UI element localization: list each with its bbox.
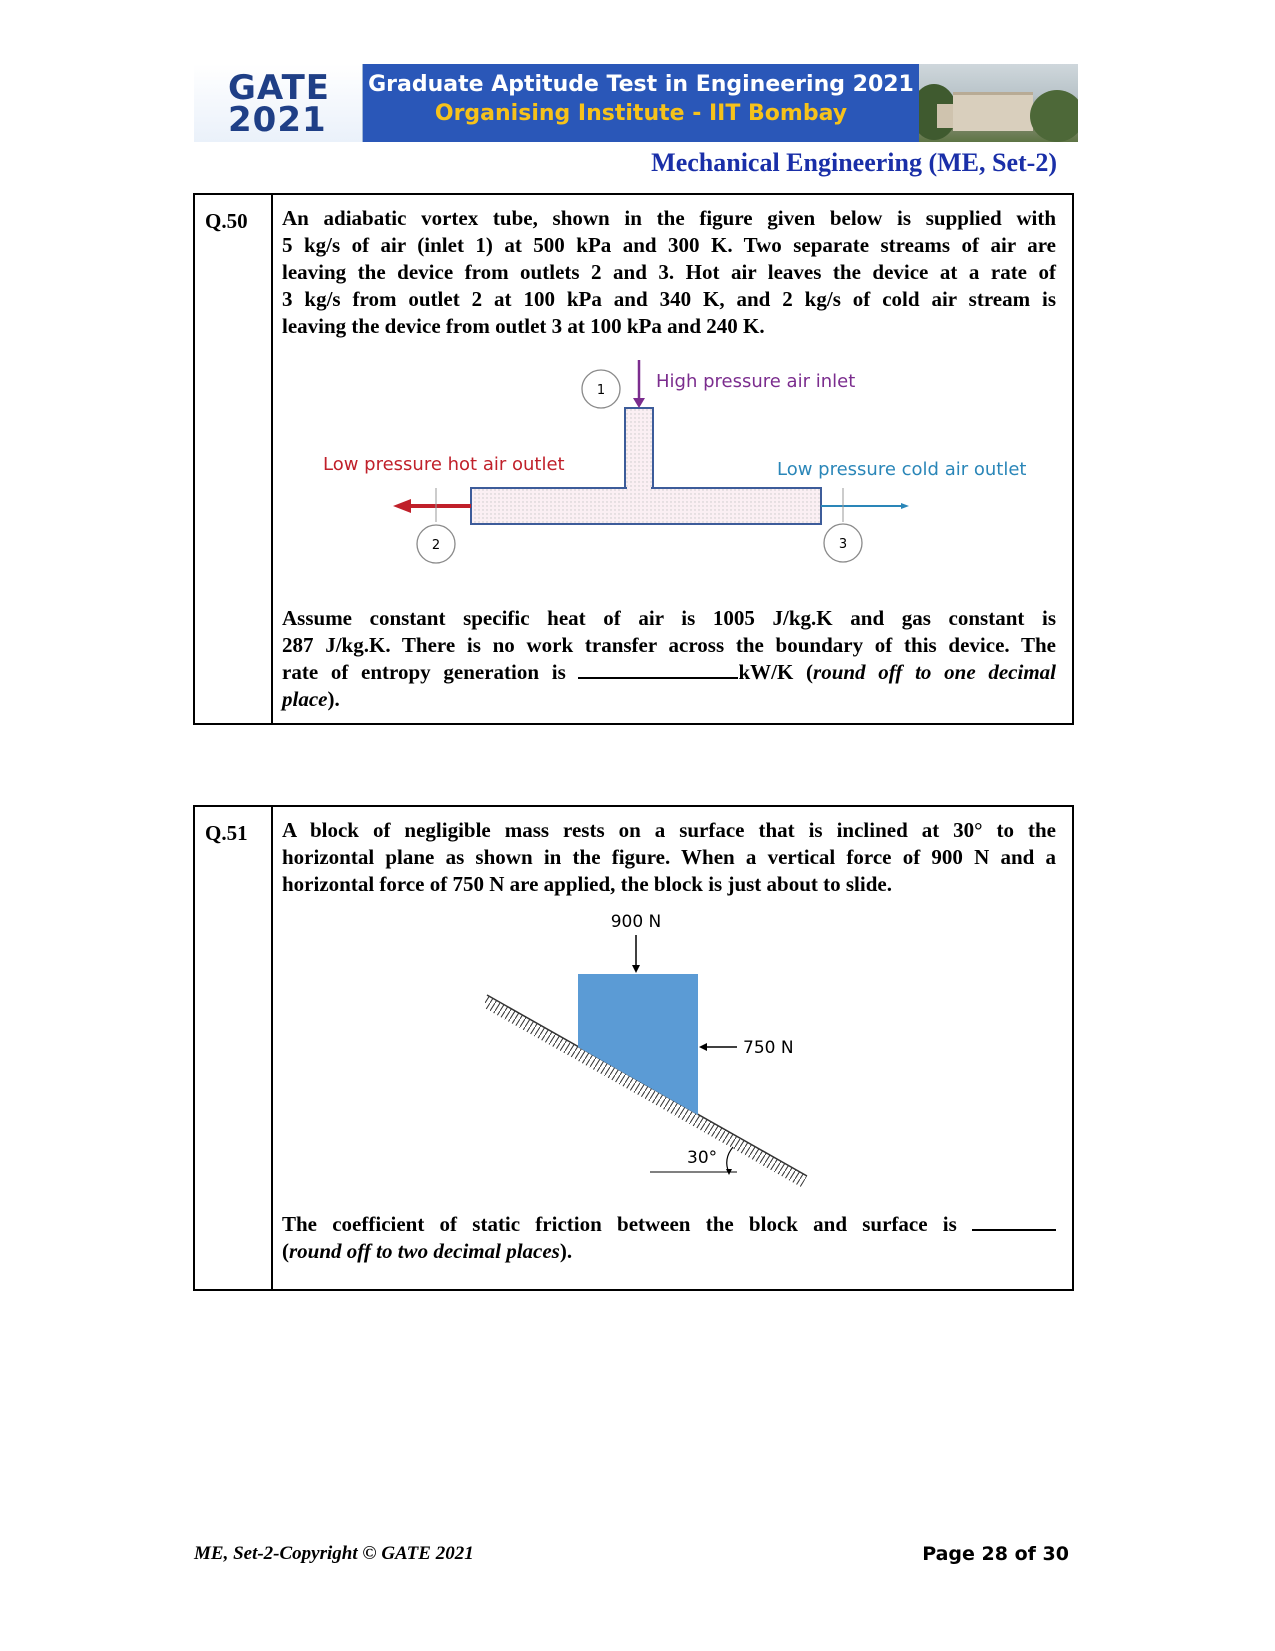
logo-text-year: 2021 [228, 100, 327, 140]
text-segment: kW/K ( [738, 660, 814, 684]
vortex-tube-figure [281, 360, 1061, 600]
question-51 [193, 805, 1074, 1291]
question-number: Q.50 [205, 209, 248, 233]
text-line: leaving the device from outlets 2 and 3. Hot air leaves the device at a rate of [282, 260, 1056, 284]
page-total: 30 [1042, 1543, 1069, 1565]
angle-label: 30° [687, 1148, 718, 1168]
text-line: 3 kg/s from outlet 2 at 100 kPa and 340 K, and 2 kg/s of cold air stream is [282, 287, 1056, 311]
text-segment-italic: round off to one decimal [813, 660, 1056, 684]
text-segment: ). [327, 687, 340, 711]
text-segment-italic: place [282, 687, 328, 711]
subject-title: Mechanical Engineering (ME, Set-2) [651, 148, 1057, 177]
text-line: An adiabatic vortex tube, shown in the figure given below is supplied with [282, 206, 1056, 230]
page-of: of [1007, 1543, 1043, 1565]
question-text [282, 205, 1056, 340]
footer-page-number [922, 1543, 1069, 1565]
question-number: Q.51 [205, 821, 248, 845]
text-segment: rate of entropy generation is [282, 660, 566, 684]
node-1-label: 1 [596, 383, 606, 398]
inlet-tube [625, 408, 653, 490]
text-line: horizontal force of 750 N are applied, the block is just about to slide. [282, 872, 892, 896]
gate-logo [194, 64, 363, 142]
text-line: leaving the device from outlet 3 at 100 kPa and 240 K. [282, 314, 765, 338]
header-banner [194, 64, 1078, 142]
node-3-label: 3 [838, 537, 848, 552]
text-segment: ( [282, 1239, 289, 1263]
footer-copyright: ME, Set-2-Copyright © GATE 2021 [194, 1543, 474, 1564]
text-line [282, 686, 1056, 713]
answer-blank[interactable] [972, 1211, 1056, 1231]
cold-outlet-label: Low pressure cold air outlet [777, 459, 1027, 480]
question-text-continued [282, 605, 1056, 713]
banner-subtitle: Organising Institute - IIT Bombay [434, 101, 848, 126]
vertical-force-label: 900 N [610, 912, 662, 932]
text-line: A block of negligible mass rests on a surface that is inclined at 30° to the [282, 818, 1056, 842]
question-number-cell [195, 195, 273, 723]
question-number-cell [195, 807, 273, 1289]
answer-blank[interactable] [578, 659, 738, 679]
banner-title-panel [363, 64, 919, 142]
inlet-label: High pressure air inlet [656, 371, 856, 392]
question-50 [193, 193, 1074, 725]
text-line: 287 J/kg.K. There is no work transfer across the boundary of this device. The [282, 633, 1056, 657]
page-current: 28 [981, 1543, 1008, 1565]
banner-title: Graduate Aptitude Test in Engineering 2021 [368, 72, 914, 97]
hot-outlet-label: Low pressure hot air outlet [323, 454, 565, 475]
question-text-continued [282, 1211, 1056, 1265]
inclined-block-figure [485, 907, 945, 1217]
logo-text-gate: GATE [228, 68, 330, 108]
text-line [282, 1238, 1056, 1265]
text-line: Assume constant specific heat of air is 1005 J/kg.K and gas constant is [282, 606, 1056, 630]
text-line [282, 659, 1056, 686]
text-line: 5 kg/s of air (inlet 1) at 500 kPa and 300 K. Two separate streams of air are [282, 233, 1056, 257]
question-text [282, 817, 1056, 898]
node-2-label: 2 [431, 538, 441, 553]
text-segment-italic: round off to two decimal places [289, 1239, 560, 1263]
text-line: horizontal plane as shown in the figure. When a vertical force of 900 N and a [282, 845, 1056, 869]
page-prefix: Page [922, 1543, 982, 1565]
main-tube [471, 488, 821, 524]
text-segment: The coefficient of static friction between the block and surface is [282, 1212, 957, 1236]
text-line [282, 1211, 1056, 1238]
horizontal-force-label: 750 N [743, 1038, 794, 1058]
text-segment: ). [559, 1239, 573, 1263]
campus-photo [919, 64, 1078, 142]
